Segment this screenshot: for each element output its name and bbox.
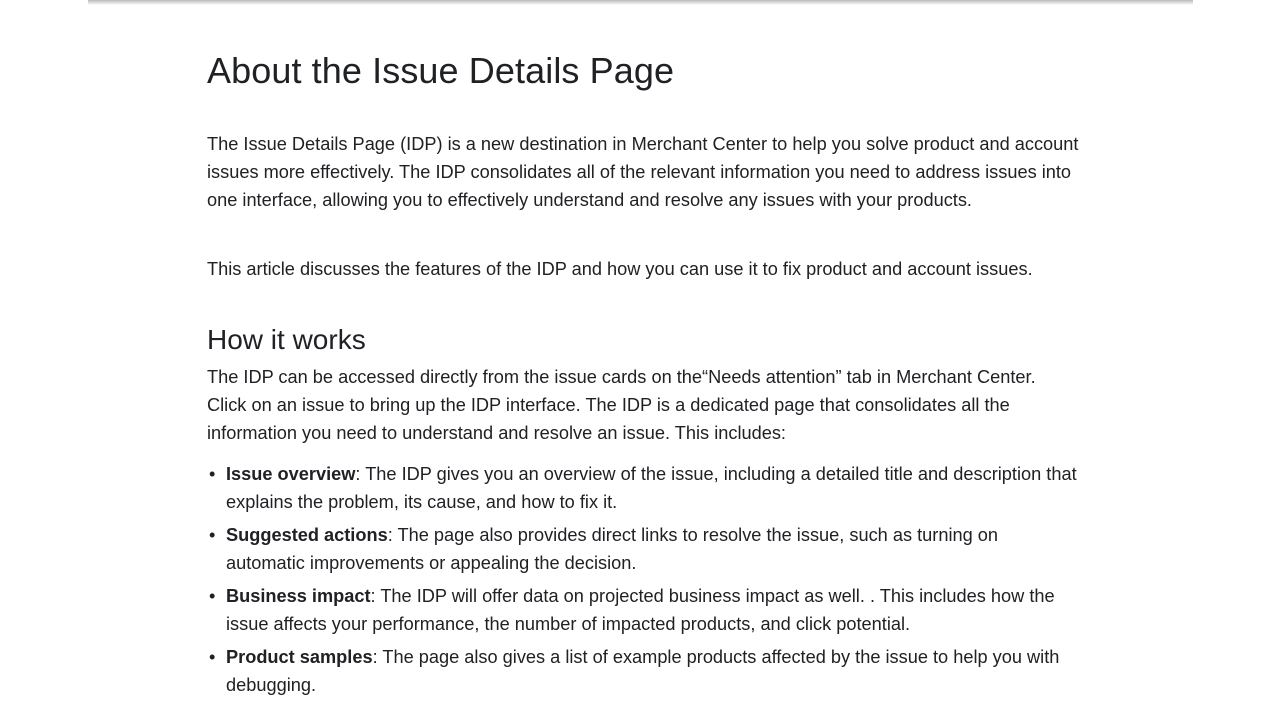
feature-term: Business impact xyxy=(226,586,371,607)
feature-list-item xyxy=(207,644,1077,700)
bullet-icon: • xyxy=(209,464,216,484)
intro-paragraph: The Issue Details Page (IDP) is a new destination in Merchant Center to help you solve product and account issues more effectively. The IDP consolidates all of the relevant information you need to address issues into one interface, allowing you to effectively understand and resolve any issues with your products. xyxy=(207,134,1079,210)
feature-list-item xyxy=(207,461,1077,517)
header-shadow xyxy=(88,0,1193,5)
how-it-works-paragraph: The IDP can be accessed directly from the issue cards on the“Needs attention” tab in Merchant Center. Click on an issue to bring up the IDP interface. The IDP is a dedicated page that consolidates all the information you need to understand and resolve an issue. This includes: xyxy=(207,367,1036,443)
bullet-icon: • xyxy=(209,525,216,546)
article-title: About the Issue Details Page xyxy=(207,50,675,91)
feature-term: Product samples xyxy=(226,647,373,668)
bullet-icon: • xyxy=(209,586,216,607)
feature-description: : The page also gives a list of example products affected by the issue to help you with debugging. xyxy=(226,647,1060,696)
feature-term: Suggested actions xyxy=(226,525,388,546)
feature-term: Issue overview xyxy=(226,464,356,484)
section-heading-how-it-works: How it works xyxy=(207,324,366,355)
feature-description: : The IDP gives you an overview of the issue, including a detailed title and description that explains the problem, its cause, and how to fix it. xyxy=(226,464,1077,512)
bullet-icon: • xyxy=(209,647,216,668)
feature-description: : The page also provides direct links to resolve the issue, such as turning on automatic improvements or appealing the decision. xyxy=(226,525,998,573)
feature-list-item xyxy=(207,583,1077,639)
feature-list-item xyxy=(207,522,1077,578)
feature-description: : The IDP will offer data on projected business impact as well. . This includes how the issue affects your performance, the number of impacted products, and click potential. xyxy=(226,586,1055,634)
intro-paragraph-secondary: This article discusses the features of the IDP and how you can use it to fix product and account issues. xyxy=(207,259,1033,279)
feature-list xyxy=(207,461,1077,705)
